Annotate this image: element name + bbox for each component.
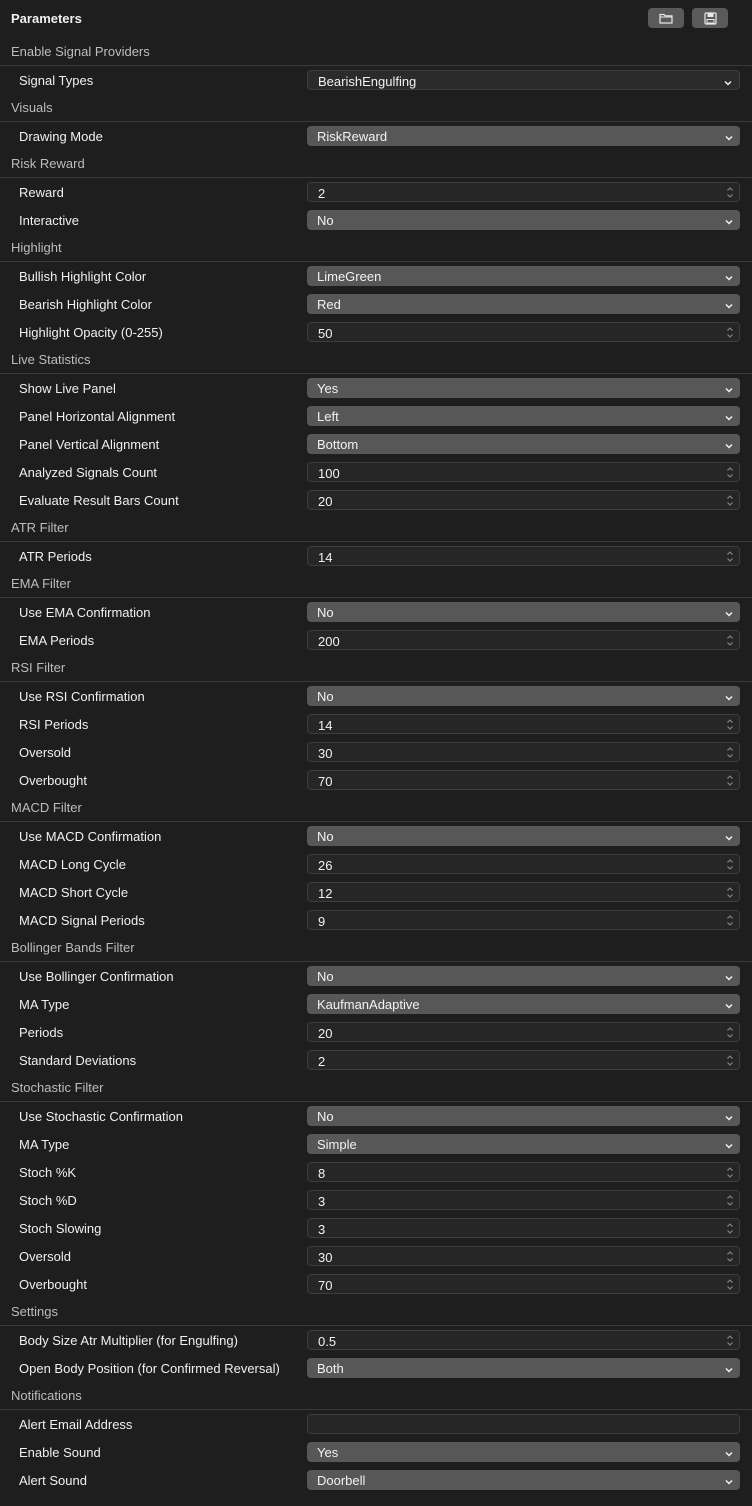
use-stochastic-confirmation-dropdown[interactable] [307, 1106, 740, 1126]
param-row-use-macd-confirmation [0, 822, 752, 850]
param-value: RiskReward [317, 129, 388, 144]
standard-deviations-stepper[interactable] [307, 1050, 740, 1070]
chevron-down-icon [724, 271, 734, 281]
param-label: Periods [19, 1025, 64, 1040]
section-title: Highlight [11, 240, 62, 255]
save-icon [704, 12, 717, 25]
drawing-mode-dropdown[interactable] [307, 126, 740, 146]
stepper-arrows-icon[interactable] [726, 634, 734, 647]
bearish-highlight-color-dropdown[interactable] [307, 294, 740, 314]
param-row-bullish-highlight-color [0, 262, 752, 290]
stoch-d-stepper[interactable] [307, 1190, 740, 1210]
ma-type-dropdown[interactable] [307, 1134, 740, 1154]
stepper-arrows-icon[interactable] [726, 1166, 734, 1179]
param-value: 3 [318, 1222, 326, 1237]
panel-header [0, 0, 752, 36]
param-value: Red [317, 297, 341, 312]
param-row-stoch-d [0, 1186, 752, 1214]
param-value: 26 [318, 858, 333, 873]
param-value: 3 [318, 1194, 326, 1209]
param-label: Use Bollinger Confirmation [19, 969, 174, 984]
param-value: Simple [317, 1137, 357, 1152]
param-row-use-bollinger-confirmation [0, 962, 752, 990]
open-folder-button[interactable] [648, 8, 684, 28]
section-title: Bollinger Bands Filter [11, 940, 135, 955]
folder-icon [659, 12, 673, 24]
chevron-down-icon [724, 1111, 734, 1121]
param-label: RSI Periods [19, 717, 89, 732]
chevron-down-icon [724, 691, 734, 701]
param-value: 100 [318, 466, 340, 481]
param-label: Overbought [19, 1277, 87, 1292]
param-label: Use RSI Confirmation [19, 689, 145, 704]
macd-long-cycle-stepper[interactable] [307, 854, 740, 874]
param-row-reward [0, 178, 752, 206]
section-header-ema-filter [0, 570, 752, 598]
param-row-alert-sound [0, 1466, 752, 1494]
param-label: Interactive [19, 213, 79, 228]
param-value: Yes [317, 1445, 339, 1460]
stepper-arrows-icon[interactable] [726, 914, 734, 927]
param-value: 2 [318, 186, 326, 201]
section-title: EMA Filter [11, 576, 71, 591]
stepper-arrows-icon[interactable] [726, 466, 734, 479]
section-title: Stochastic Filter [11, 1080, 104, 1095]
param-row-use-stochastic-confirmation [0, 1102, 752, 1130]
param-row-interactive [0, 206, 752, 234]
section-header-atr-filter [0, 514, 752, 542]
param-value: Yes [317, 381, 339, 396]
chevron-down-icon [724, 999, 734, 1009]
stepper-arrows-icon[interactable] [726, 1026, 734, 1039]
param-value: Doorbell [317, 1473, 366, 1488]
param-row-use-ema-confirmation [0, 598, 752, 626]
stoch-k-stepper[interactable] [307, 1162, 740, 1182]
param-value: 9 [318, 914, 326, 929]
highlight-opacity-0-255-stepper[interactable] [307, 322, 740, 342]
enable-sound-dropdown[interactable] [307, 1442, 740, 1462]
param-value: Bottom [317, 437, 359, 452]
param-value: 30 [318, 746, 333, 761]
param-value: 14 [318, 718, 333, 733]
section-title: RSI Filter [11, 660, 66, 675]
interactive-dropdown[interactable] [307, 210, 740, 230]
stepper-arrows-icon[interactable] [726, 186, 734, 199]
param-label: Reward [19, 185, 64, 200]
param-label: Drawing Mode [19, 129, 103, 144]
stepper-arrows-icon[interactable] [726, 550, 734, 563]
signal-types-dropdown[interactable] [307, 70, 740, 90]
param-value: 50 [318, 326, 333, 341]
section-title: Visuals [11, 100, 53, 115]
param-row-standard-deviations [0, 1046, 752, 1074]
param-row-macd-signal-periods [0, 906, 752, 934]
stepper-arrows-icon[interactable] [726, 1054, 734, 1067]
stepper-arrows-icon[interactable] [726, 1222, 734, 1235]
param-label: Stoch %D [19, 1193, 77, 1208]
chevron-down-icon [724, 607, 734, 617]
section-header-highlight [0, 234, 752, 262]
panel-horizontal-alignment-dropdown[interactable] [307, 406, 740, 426]
param-label: Oversold [19, 745, 72, 760]
section-header-bollinger-bands-filter [0, 934, 752, 962]
param-label: Panel Horizontal Alignment [19, 409, 176, 424]
param-label: Use EMA Confirmation [19, 605, 151, 620]
param-row-ma-type [0, 1130, 752, 1158]
section-header-macd-filter [0, 794, 752, 822]
evaluate-result-bars-count-stepper[interactable] [307, 490, 740, 510]
param-row-alert-email-address [0, 1410, 752, 1438]
bullish-highlight-color-dropdown[interactable] [307, 266, 740, 286]
section-title: Notifications [11, 1388, 82, 1403]
chevron-down-icon [724, 1363, 734, 1373]
param-label: Alert Email Address [19, 1417, 133, 1432]
param-value: 20 [318, 1026, 333, 1041]
param-row-overbought [0, 1270, 752, 1298]
param-value: 2 [318, 1054, 326, 1069]
param-label: Stoch %K [19, 1165, 77, 1180]
param-value: 70 [318, 774, 333, 789]
use-bollinger-confirmation-dropdown[interactable] [307, 966, 740, 986]
param-label: Bearish Highlight Color [19, 297, 152, 312]
show-live-panel-dropdown[interactable] [307, 378, 740, 398]
chevron-down-icon [724, 299, 734, 309]
overbought-stepper[interactable] [307, 1274, 740, 1294]
chevron-down-icon [724, 971, 734, 981]
analyzed-signals-count-stepper[interactable] [307, 462, 740, 482]
param-row-highlight-opacity-0-255 [0, 318, 752, 346]
param-value: KaufmanAdaptive [317, 997, 420, 1012]
param-label: Use Stochastic Confirmation [19, 1109, 184, 1124]
param-row-body-size-atr-multiplier-for-engulfing [0, 1326, 752, 1354]
chevron-down-icon [724, 131, 734, 141]
section-title: Settings [11, 1304, 58, 1319]
param-row-drawing-mode [0, 122, 752, 150]
section-title: Risk Reward [11, 156, 85, 171]
param-label: Standard Deviations [19, 1053, 137, 1068]
param-row-show-live-panel [0, 374, 752, 402]
stepper-arrows-icon[interactable] [726, 1194, 734, 1207]
param-label: Enable Sound [19, 1445, 101, 1460]
param-value: 20 [318, 494, 333, 509]
param-label: MA Type [19, 1137, 70, 1152]
param-row-bearish-highlight-color [0, 290, 752, 318]
param-value: 8 [318, 1166, 326, 1181]
oversold-stepper[interactable] [307, 742, 740, 762]
param-row-analyzed-signals-count [0, 458, 752, 486]
param-value: Left [317, 409, 339, 424]
ma-type-dropdown[interactable] [307, 994, 740, 1014]
param-label: Open Body Position (for Confirmed Reversal) [19, 1361, 280, 1376]
param-label: MACD Short Cycle [19, 885, 129, 900]
chevron-down-icon [724, 439, 734, 449]
section-header-settings [0, 1298, 752, 1326]
param-label: Highlight Opacity (0-255) [19, 325, 163, 340]
panel-title: Parameters [11, 11, 82, 26]
param-value: No [317, 969, 334, 984]
param-label: Oversold [19, 1249, 72, 1264]
param-label: Body Size Atr Multiplier (for Engulfing) [19, 1333, 238, 1348]
param-value: BearishEngulfing [318, 74, 417, 89]
param-row-macd-short-cycle [0, 878, 752, 906]
param-label: Alert Sound [19, 1473, 87, 1488]
ema-periods-stepper[interactable] [307, 630, 740, 650]
param-row-overbought [0, 766, 752, 794]
section-header-notifications [0, 1382, 752, 1410]
section-header-live-statistics [0, 346, 752, 374]
macd-signal-periods-stepper[interactable] [307, 910, 740, 930]
section-header-visuals [0, 94, 752, 122]
param-value: No [317, 213, 334, 228]
param-value: No [317, 829, 334, 844]
reward-stepper[interactable] [307, 182, 740, 202]
stepper-arrows-icon[interactable] [726, 886, 734, 899]
section-header-risk-reward [0, 150, 752, 178]
param-value: No [317, 605, 334, 620]
param-label: Overbought [19, 773, 87, 788]
save-button[interactable] [692, 8, 728, 28]
section-title: Enable Signal Providers [11, 44, 150, 59]
param-value: 0.5 [318, 1334, 337, 1349]
param-value: No [317, 689, 334, 704]
param-row-stoch-k [0, 1158, 752, 1186]
stepper-arrows-icon[interactable] [726, 1334, 734, 1347]
use-ema-confirmation-dropdown[interactable] [307, 602, 740, 622]
param-row-open-body-position-for-confirmed-reversal [0, 1354, 752, 1382]
body-size-atr-multiplier-for-engulfing-stepper[interactable] [307, 1330, 740, 1350]
param-label: MA Type [19, 997, 70, 1012]
param-label: Show Live Panel [19, 381, 116, 396]
panel-vertical-alignment-dropdown[interactable] [307, 434, 740, 454]
param-row-rsi-periods [0, 710, 752, 738]
chevron-down-icon [724, 831, 734, 841]
stepper-arrows-icon[interactable] [726, 326, 734, 339]
param-label: Panel Vertical Alignment [19, 437, 160, 452]
open-body-position-for-confirmed-reversal-dropdown[interactable] [307, 1358, 740, 1378]
param-row-stoch-slowing [0, 1214, 752, 1242]
param-label: Analyzed Signals Count [19, 465, 158, 480]
param-row-signal-types [0, 66, 752, 94]
stepper-arrows-icon[interactable] [726, 774, 734, 787]
param-row-panel-vertical-alignment [0, 430, 752, 458]
param-label: ATR Periods [19, 549, 92, 564]
atr-periods-stepper[interactable] [307, 546, 740, 566]
section-header-enable-signal-providers [0, 38, 752, 66]
alert-sound-dropdown[interactable] [307, 1470, 740, 1490]
param-value: 200 [318, 634, 340, 649]
chevron-down-icon [724, 411, 734, 421]
rsi-periods-stepper[interactable] [307, 714, 740, 734]
param-value: LimeGreen [317, 269, 382, 284]
chevron-down-icon [724, 1447, 734, 1457]
section-title: MACD Filter [11, 800, 82, 815]
param-row-evaluate-result-bars-count [0, 486, 752, 514]
param-label: MACD Long Cycle [19, 857, 126, 872]
param-value: 12 [318, 886, 333, 901]
section-title: ATR Filter [11, 520, 69, 535]
param-row-panel-horizontal-alignment [0, 402, 752, 430]
param-value: 30 [318, 1250, 333, 1265]
oversold-stepper[interactable] [307, 1246, 740, 1266]
param-row-ma-type [0, 990, 752, 1018]
param-value: No [317, 1109, 334, 1124]
stepper-arrows-icon[interactable] [726, 746, 734, 759]
param-row-enable-sound [0, 1438, 752, 1466]
param-label: MACD Signal Periods [19, 913, 145, 928]
param-row-ema-periods [0, 626, 752, 654]
section-header-stochastic-filter [0, 1074, 752, 1102]
param-row-use-rsi-confirmation [0, 682, 752, 710]
param-row-atr-periods [0, 542, 752, 570]
param-row-periods [0, 1018, 752, 1046]
stepper-arrows-icon[interactable] [726, 494, 734, 507]
param-label: Signal Types [19, 73, 94, 88]
chevron-down-icon [724, 383, 734, 393]
periods-stepper[interactable] [307, 1022, 740, 1042]
chevron-down-icon [724, 215, 734, 225]
stepper-arrows-icon[interactable] [726, 718, 734, 731]
stepper-arrows-icon[interactable] [726, 1250, 734, 1263]
chevron-down-icon [724, 1139, 734, 1149]
param-row-macd-long-cycle [0, 850, 752, 878]
overbought-stepper[interactable] [307, 770, 740, 790]
param-value: Both [317, 1361, 344, 1376]
stepper-arrows-icon[interactable] [726, 858, 734, 871]
param-value: 70 [318, 1278, 333, 1293]
param-row-oversold [0, 738, 752, 766]
param-label: EMA Periods [19, 633, 95, 648]
param-row-oversold [0, 1242, 752, 1270]
section-header-rsi-filter [0, 654, 752, 682]
use-macd-confirmation-dropdown[interactable] [307, 826, 740, 846]
stoch-slowing-stepper[interactable] [307, 1218, 740, 1238]
stepper-arrows-icon[interactable] [726, 1278, 734, 1291]
param-label: Bullish Highlight Color [19, 269, 147, 284]
alert-email-address-input[interactable] [307, 1414, 740, 1434]
macd-short-cycle-stepper[interactable] [307, 882, 740, 902]
section-title: Live Statistics [11, 352, 91, 367]
chevron-down-icon [724, 1475, 734, 1485]
param-label: Stoch Slowing [19, 1221, 102, 1236]
chevron-down-icon [723, 76, 733, 86]
param-label: Use MACD Confirmation [19, 829, 162, 844]
param-value: 14 [318, 550, 333, 565]
param-label: Evaluate Result Bars Count [19, 493, 179, 508]
use-rsi-confirmation-dropdown[interactable] [307, 686, 740, 706]
parameters-list [0, 38, 752, 1494]
